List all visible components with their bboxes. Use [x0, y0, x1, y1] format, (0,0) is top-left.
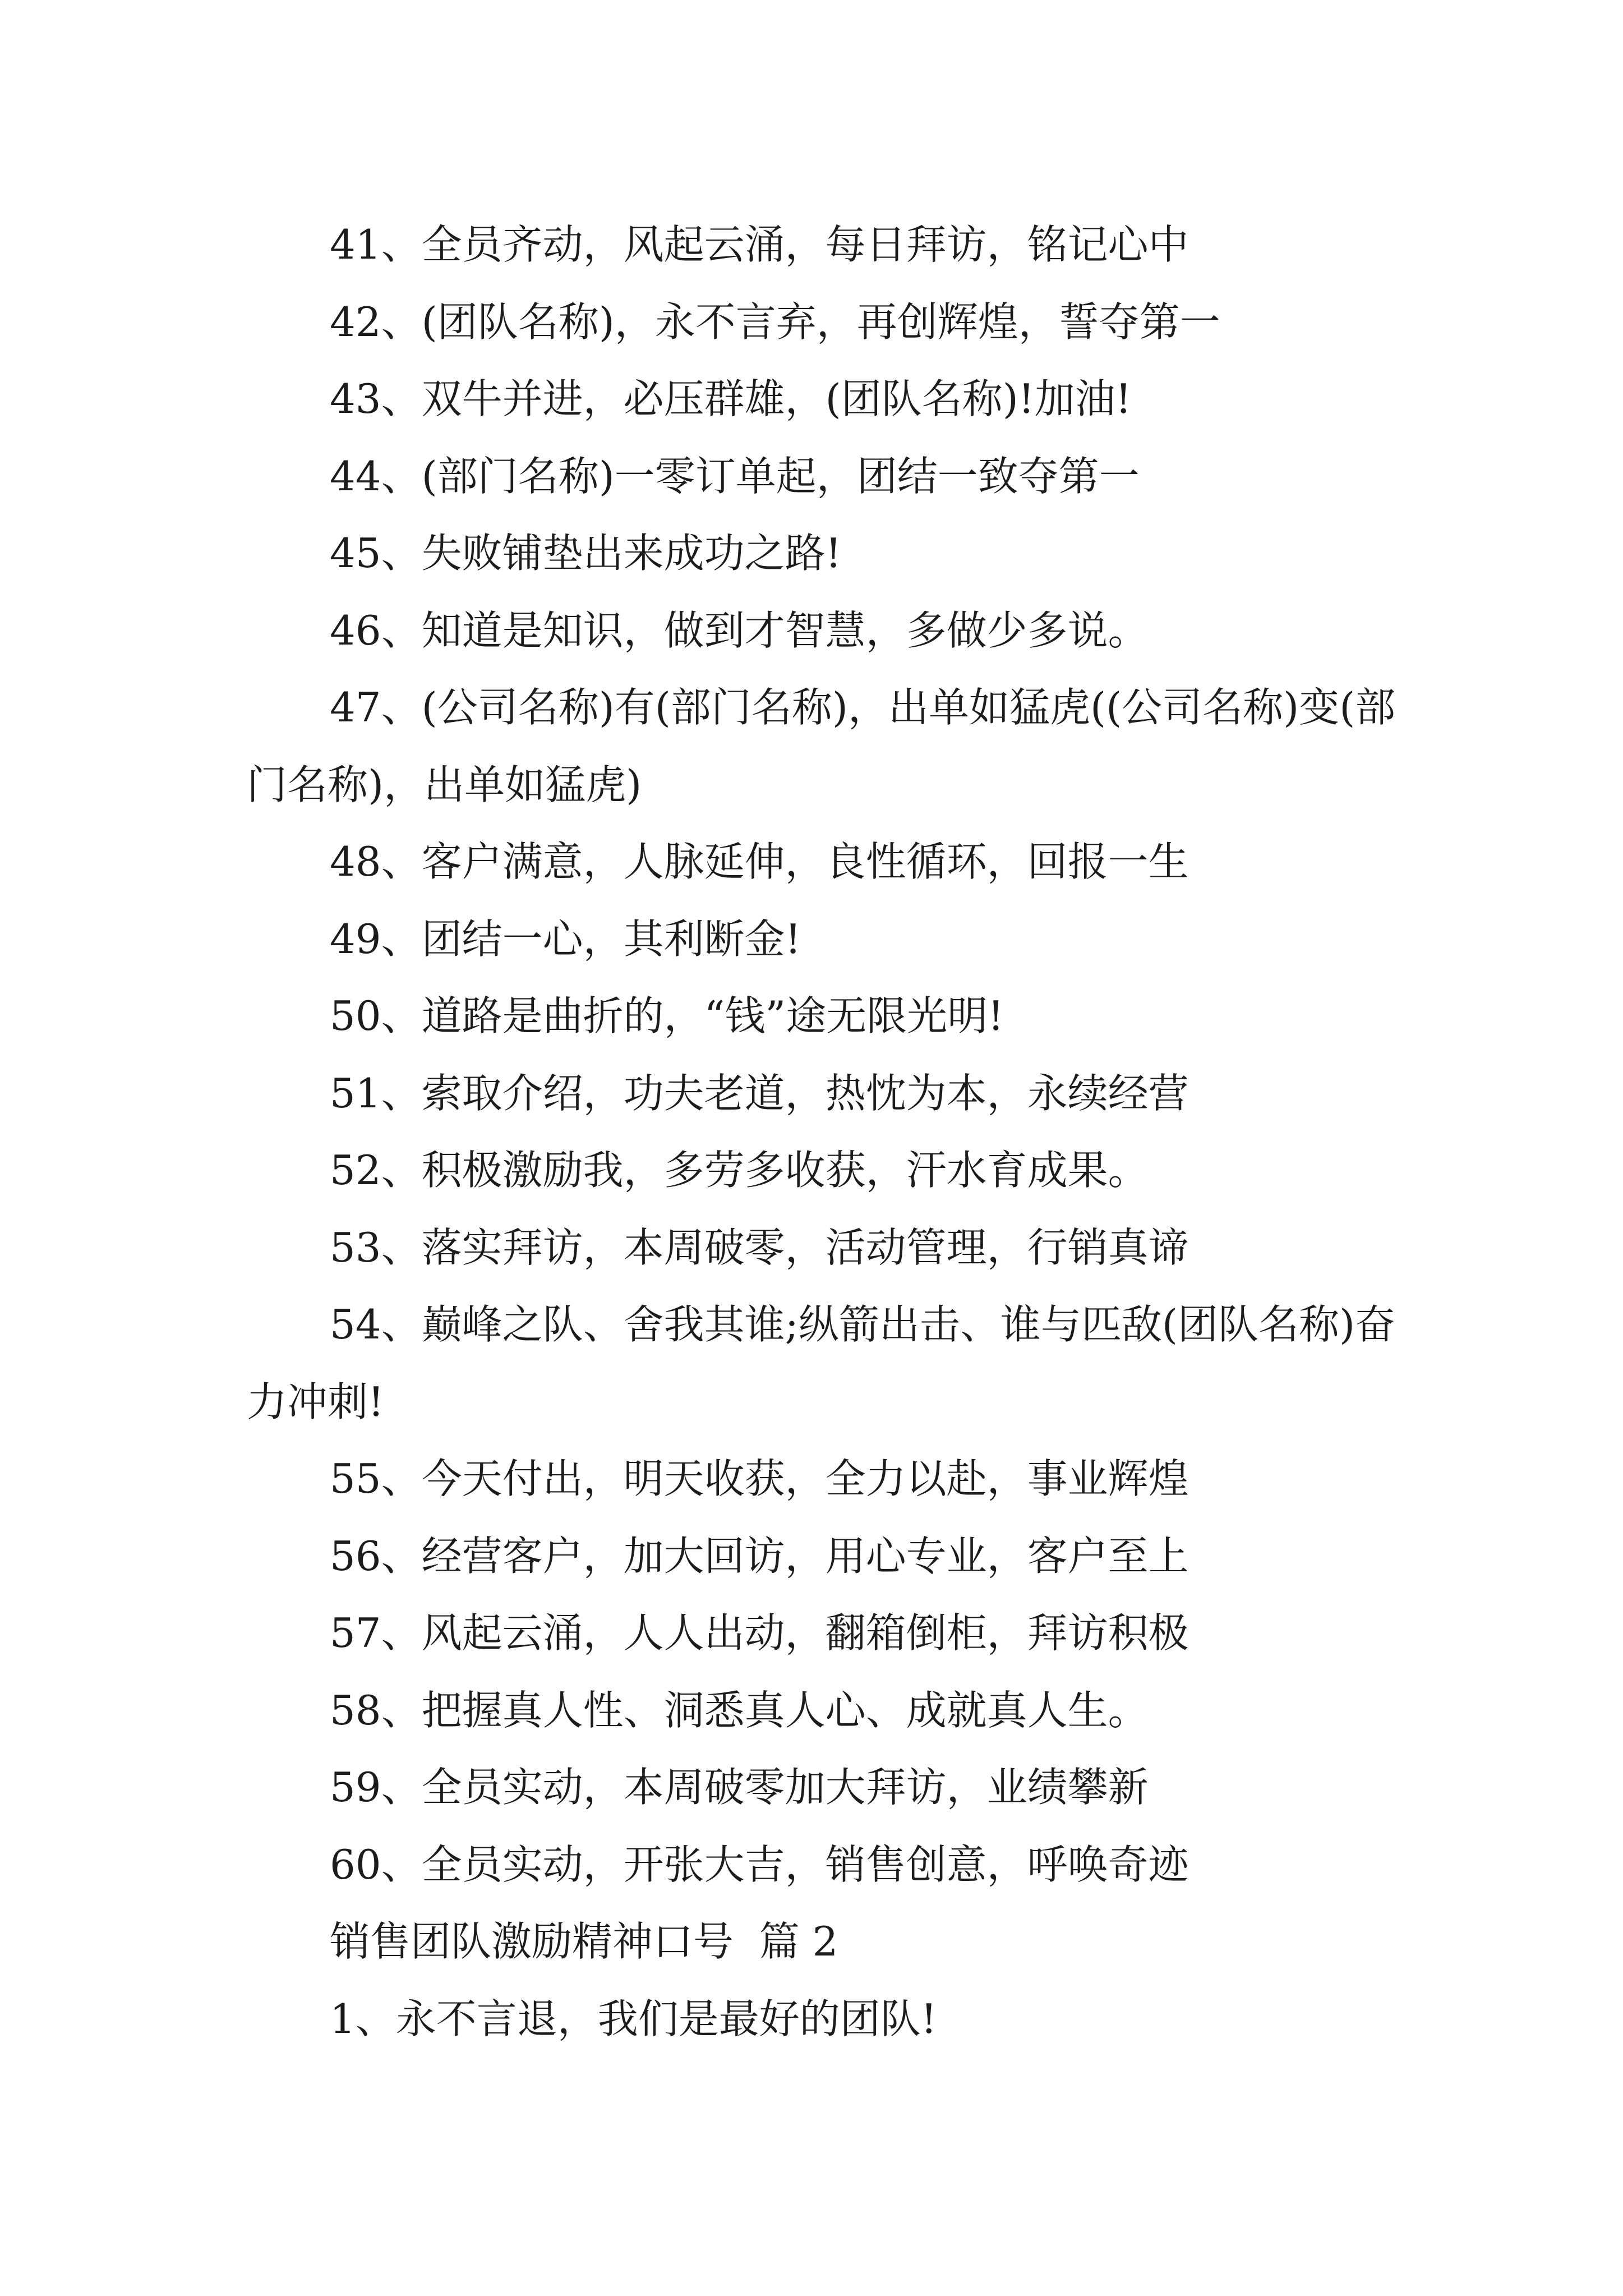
slogan-51: 51、索取介绍，功夫老道，热忱为本，永续经营 [330, 1069, 1189, 1117]
slogan-55: 55、今天付出，明天收获，全力以赴，事业辉煌 [330, 1455, 1189, 1502]
slogan-41: 41、全员齐动，风起云涌，每日拜访，铭记心中 [330, 221, 1189, 268]
slogan-56: 56、经营客户，加大回访，用心专业，客户至上 [330, 1532, 1189, 1580]
slogan-53: 53、落实拜访，本周破零，活动管理，行销真谛 [330, 1223, 1189, 1271]
slogan-46: 46、知道是知识，做到才智慧，多做少多说。 [330, 606, 1149, 654]
slogan-42: 42、(团队名称)，永不言弃，再创辉煌，誓夺第一 [330, 298, 1220, 346]
slogan-45: 45、失败铺垫出来成功之路! [330, 530, 842, 577]
section-heading: 销售团队激励精神口号 篇 2 [330, 1918, 838, 1965]
slogan-57: 57、风起云涌，人人出动，翻箱倒柜，拜访积极 [330, 1609, 1189, 1657]
document-body [247, 206, 1402, 2058]
slogan-44: 44、(部门名称)一零订单起，团结一致夺第一 [330, 452, 1140, 500]
slogan-50: 50、道路是曲折的，“钱”途无限光明! [330, 992, 1004, 1039]
slogan-47: 47、(公司名称)有(部门名称)，出单如猛虎((公司名称)变(部门名称)，出单如猛虎) [247, 684, 1396, 808]
slogan-1: 1、永不言退，我们是最好的团队! [330, 1995, 937, 2042]
slogan-43: 43、双牛并进，必压群雄，(团队名称)!加油! [330, 375, 1132, 422]
slogan-59: 59、全员实动，本周破零加大拜访，业绩攀新 [330, 1764, 1149, 1811]
slogan-49: 49、团结一心，其利断金! [330, 915, 801, 963]
slogan-60: 60、全员实动，开张大吉，销售创意，呼唤奇迹 [330, 1841, 1189, 1888]
slogan-58: 58、把握真人性、洞悉真人心、成就真人生。 [330, 1686, 1149, 1734]
slogan-54: 54、巅峰之队、舍我其谁;纵箭出击、谁与匹敌(团队名称)奋力冲刺! [247, 1301, 1396, 1425]
slogan-48: 48、客户满意，人脉延伸，良性循环，回报一生 [330, 838, 1189, 885]
slogan-52: 52、积极激励我，多劳多收获，汗水育成果。 [330, 1147, 1149, 1194]
